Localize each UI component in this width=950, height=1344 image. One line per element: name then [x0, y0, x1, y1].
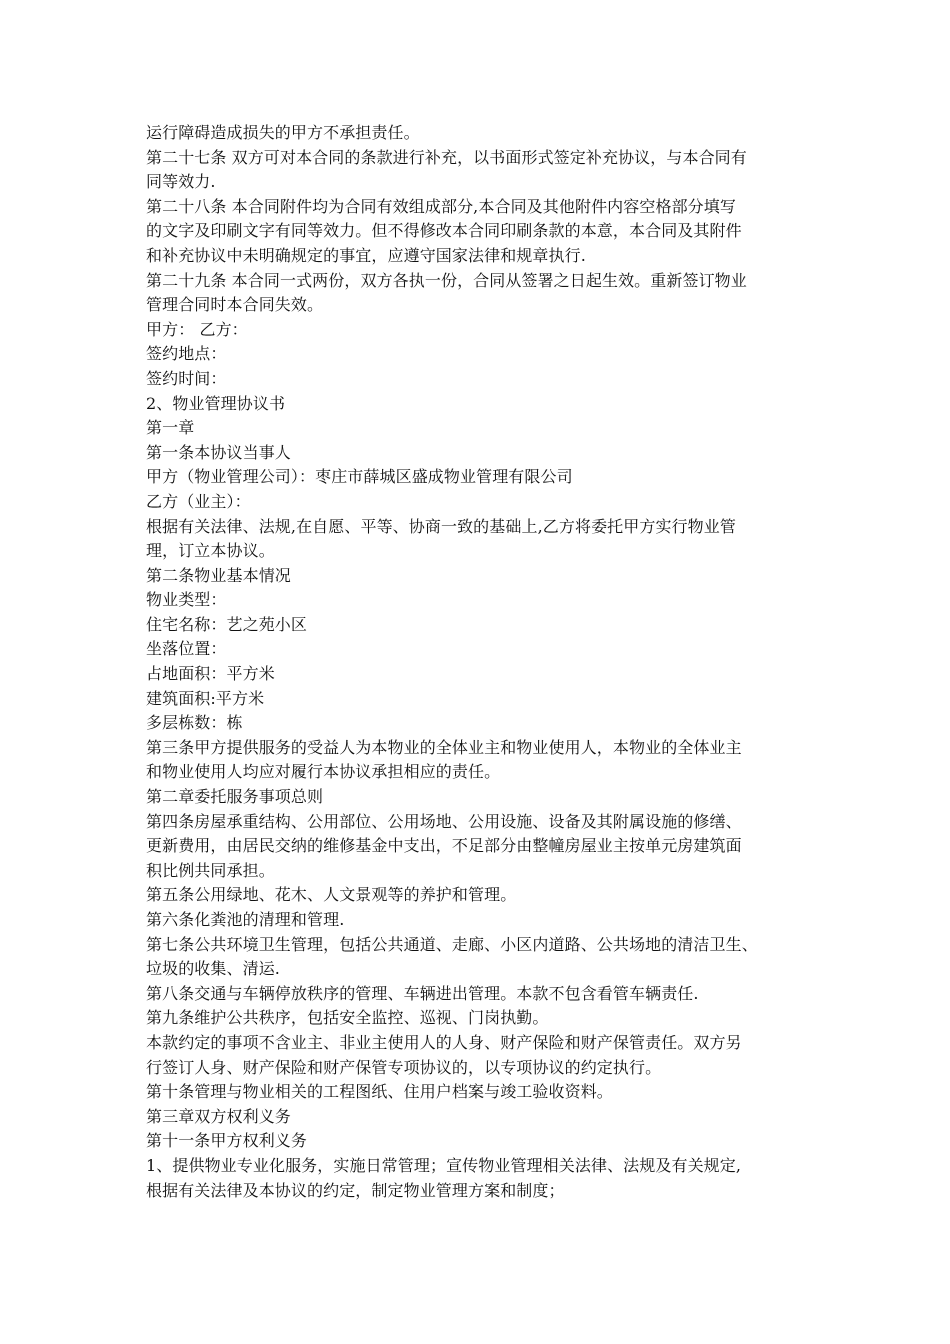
- text-line: 第五条公用绿地、花木、人文景观等的养护和管理。: [146, 885, 517, 905]
- text-line: 积比例共同承担。: [146, 860, 275, 880]
- text-line: 第八条交通与车辆停放秩序的管理、车辆进出管理。本款不包含看管车辆责任.: [146, 983, 699, 1003]
- text-line: 本款约定的事项不含业主、非业主使用人的人身、财产保险和财产保管责任。双方另: [146, 1032, 742, 1052]
- text-line: 的文字及印刷文字有同等效力。但不得修改本合同印刷条款的本意，本合同及其附件: [146, 221, 742, 241]
- text-line: 第六条化粪池的清理和管理.: [146, 910, 345, 929]
- text-line: 第四条房屋承重结构、公用部位、公用场地、公用设施、设备及其附属设施的修缮、: [146, 811, 742, 831]
- signature-parties-line: 甲方： 乙方：: [146, 319, 248, 339]
- text-line: 坐落位置：: [146, 639, 227, 659]
- text-line: 管理合同时本合同失效。: [146, 295, 324, 315]
- text-line: 根据有关法律、法规,在自愿、平等、协商一致的基础上,乙方将委托甲方实行物业管: [146, 516, 736, 536]
- text-line: 乙方（业主）：: [146, 491, 251, 511]
- article-heading: 第十一条甲方权利义务: [146, 1131, 308, 1151]
- text-line: 第二十七条 双方可对本合同的条款进行补充，以书面形式签定补充协议，与本合同有: [146, 147, 747, 167]
- text-line: 多层栋数：栋: [146, 713, 243, 733]
- text-line: 理，订立本协议。: [146, 541, 275, 561]
- text-line: 垃圾的收集、清运.: [146, 959, 280, 979]
- text-line: 占地面积：平方米: [146, 664, 275, 684]
- text-line: 和物业使用人均应对履行本协议承担相应的责任。: [146, 762, 501, 782]
- chapter-heading: 第一章: [146, 418, 195, 438]
- text-line: 住宅名称：艺之苑小区: [146, 614, 308, 634]
- article-heading: 第二条物业基本情况: [146, 565, 291, 585]
- document-body: [146, 121, 812, 1203]
- text-line: 建筑面积:平方米: [146, 688, 265, 708]
- text-line: 第二十九条 本合同一式两份，双方各执一份，合同从签署之日起生效。重新签订物业: [146, 270, 747, 290]
- text-line: 第七条公共环境卫生管理，包括公共通道、走廊、小区内道路、公共场地的清洁卫生、: [146, 934, 758, 954]
- text-line: 甲方（物业管理公司）：枣庄市薛城区盛成物业管理有限公司: [146, 467, 573, 487]
- text-line: 第九条维护公共秩序，包括安全监控、巡视、门岗执勤。: [146, 1008, 549, 1028]
- text-line: 行签订人身、财产保险和财产保管专项协议的，以专项协议的约定执行。: [146, 1057, 662, 1077]
- signing-time-line: 签约时间：: [146, 368, 227, 388]
- text-line: 和补充协议中未明确规定的事宜，应遵守国家法律和规章执行.: [146, 245, 586, 265]
- article-heading: 第一条本协议当事人: [146, 442, 291, 462]
- text-line: 第三条甲方提供服务的受益人为本物业的全体业主和物业使用人，本物业的全体业主: [146, 737, 742, 757]
- text-line: 同等效力.: [146, 172, 216, 192]
- chapter-heading: 第三章双方权利义务: [146, 1106, 291, 1126]
- text-line: 更新费用，由居民交纳的维修基金中支出，不足部分由整幢房屋业主按单元房建筑面: [146, 836, 742, 856]
- chapter-heading: 第二章委托服务事项总则: [146, 787, 324, 807]
- text-line: 第十条管理与物业相关的工程图纸、住用户档案与竣工验收资料。: [146, 1082, 613, 1102]
- text-line: 物业类型：: [146, 590, 227, 610]
- text-line: 第二十八条 本合同附件均为合同有效组成部分,本合同及其他附件内容空格部分填写: [146, 196, 736, 216]
- text-line: 根据有关法律及本协议的约定，制定物业管理方案和制度；: [146, 1180, 565, 1200]
- text-line: 运行障碍造成损失的甲方不承担责任。: [146, 123, 420, 142]
- signing-location-line: 签约地点：: [146, 344, 227, 364]
- text-line: 1、提供物业专业化服务，实施日常管理；宣传物业管理相关法律、法规及有关规定,: [146, 1155, 742, 1175]
- section-title: 2、物业管理协议书: [146, 393, 286, 413]
